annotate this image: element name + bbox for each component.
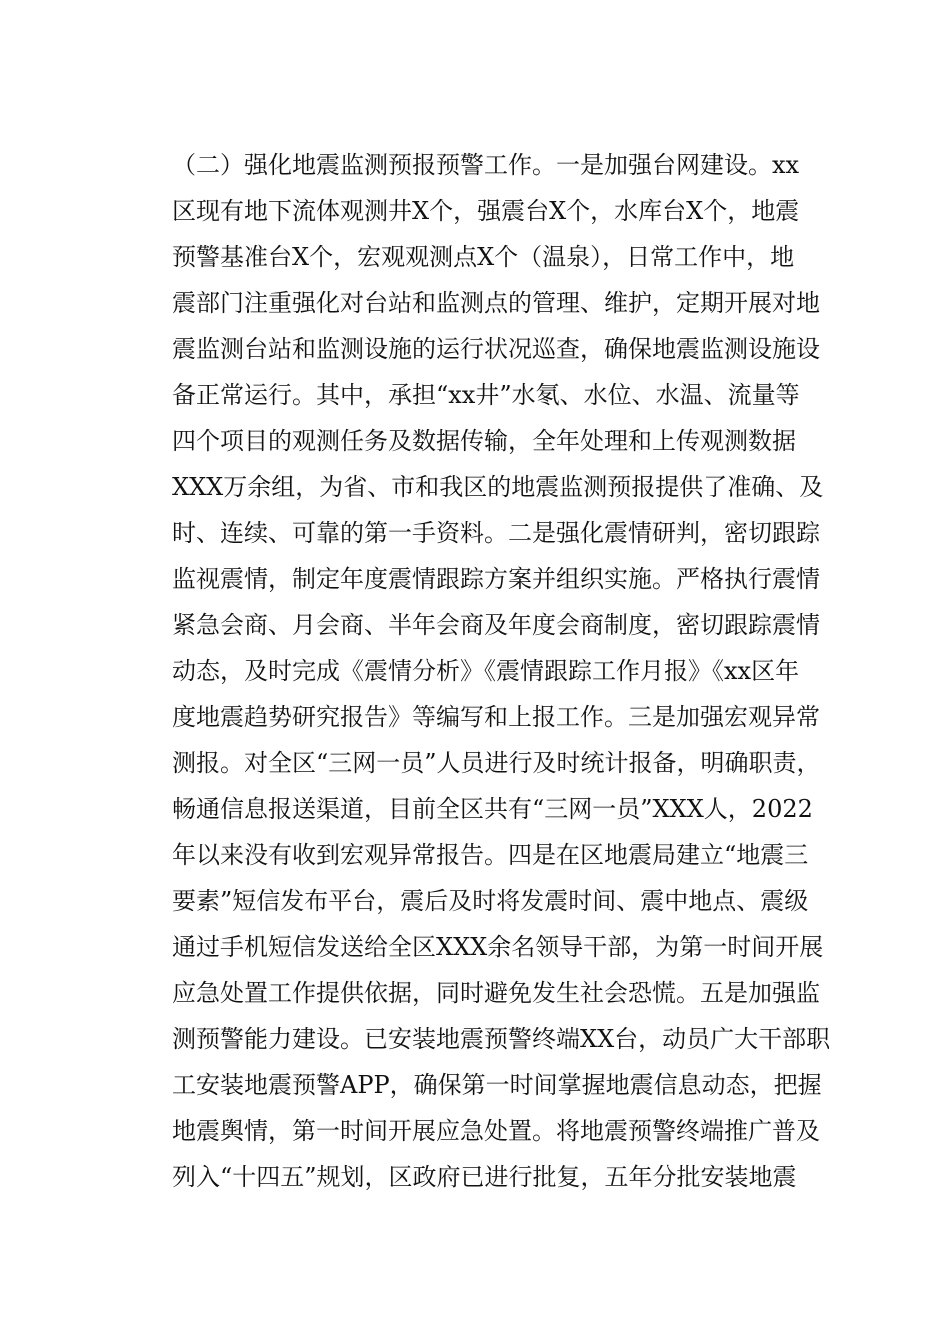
text-line: 应急处置工作提供依据，同时避免发生社会恐慌。五是加强监 <box>172 979 820 1007</box>
text-line: 测预警能力建设。已安装地震预警终端XX台，动员广大干部职 <box>172 1025 831 1053</box>
text-line: 备正常运行。其中，承担“xx井”水氡、水位、水温、流量等 <box>172 381 800 409</box>
text-line: 年以来没有收到宏观异常报告。四是在区地震局建立“地震三 <box>172 841 809 869</box>
text-line: 列入“十四五”规划，区政府已进行批复，五年分批安装地震 <box>172 1163 797 1191</box>
text-line: XXX万余组，为省、市和我区的地震监测预报提供了准确、及 <box>172 473 824 501</box>
text-line: 地震舆情，第一时间开展应急处置。将地震预警终端推广普及 <box>172 1117 820 1145</box>
text-line: 震监测台站和监测设施的运行状况巡查，确保地震监测设施设 <box>172 335 820 363</box>
text-line: 通过手机短信发送给全区XXX余名领导干部，为第一时间开展 <box>172 933 824 961</box>
text-line: 四个项目的观测任务及数据传输，全年处理和上传观测数据 <box>172 427 796 455</box>
text-line: 动态，及时完成《震情分析》《震情跟踪工作月报》《xx区年 <box>172 657 800 685</box>
text-line: 区现有地下流体观测井X个，强震台X个，水库台X个，地震 <box>172 197 800 225</box>
text-line: （二）强化地震监测预报预警工作。一是加强台网建设。xx <box>172 151 800 179</box>
text-line: 预警基准台X个，宏观观测点X个（温泉），日常工作中，地 <box>172 243 795 271</box>
text-line: 度地震趋势研究报告》等编写和上报工作。三是加强宏观异常 <box>172 703 820 731</box>
text-line: 震部门注重强化对台站和监测点的管理、维护，定期开展对地 <box>172 289 820 317</box>
text-line: 工安装地震预警APP，确保第一时间掌握地震信息动态，把握 <box>172 1071 822 1099</box>
text-line: 畅通信息报送渠道，目前全区共有“三网一员”XXX人，2022 <box>172 795 813 823</box>
text-line: 要素”短信发布平台，震后及时将发震时间、震中地点、震级 <box>172 887 809 915</box>
text-line: 时、连续、可靠的第一手资料。二是强化震情研判，密切跟踪 <box>172 519 820 547</box>
text-line: 紧急会商、月会商、半年会商及年度会商制度，密切跟踪震情 <box>172 611 820 639</box>
text-line: 监视震情，制定年度震情跟踪方案并组织实施。严格执行震情 <box>172 565 820 593</box>
text-line: 测报。对全区“三网一员”人员进行及时统计报备，明确职责， <box>172 749 821 777</box>
